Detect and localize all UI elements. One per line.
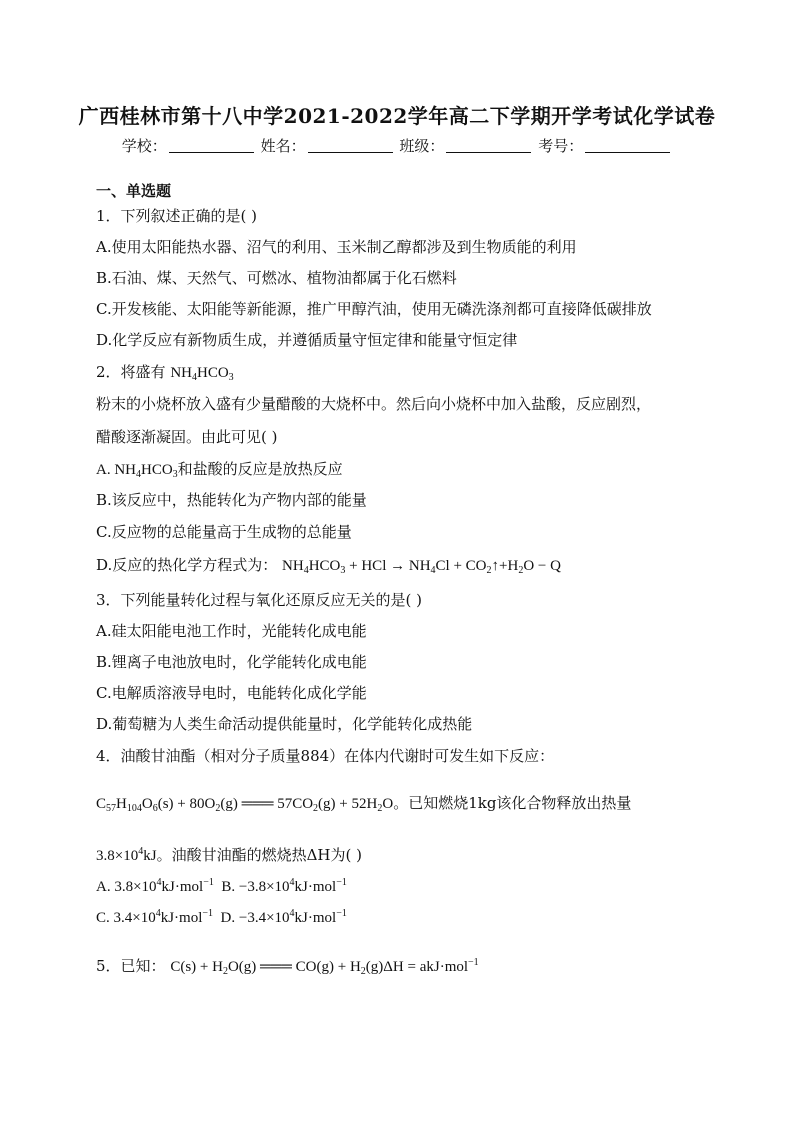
name-blank[interactable] — [308, 138, 393, 153]
water-gas-equation: $C(s) + H_2O(g)$ ═══ $CO(g) + H_2(g)\Delta H = akJ\cdot mol^{-1}$ — [170, 957, 479, 977]
q2-stem-line3: 醋酸逐渐凝固。由此可见( ) — [96, 428, 278, 446]
exam-no-blank[interactable] — [585, 138, 670, 153]
combustion-equation: $C_{57}H_{104}O_6(s) + 80O_2(g)$ ═══ $57CO_2(g) + 52H_2O$ — [96, 796, 394, 814]
q4-heat-line: $3.8\times 10^4kJ$。油酸甘油酯的燃烧热ΔH为( ) — [96, 846, 362, 864]
q3-option-b: B.锂离子电池放电时，化学能转化成电能 — [96, 653, 367, 671]
q1-option-d: D.化学反应有新物质生成，并遵循质量守恒定律和能量守恒定律 — [96, 331, 518, 349]
school-blank[interactable] — [169, 138, 254, 153]
q4-equation-line: $C_{57}H_{104}O_6(s) + 80O_2(g)$ ═══ $57CO_2(g) + 52H_2O$。已知燃烧1kg该化合物释放出热量 — [96, 794, 632, 814]
exam-no-label: 考号： — [538, 137, 584, 155]
q5-stem: 5．已知： $C(s) + H_2O(g)$ ═══ $CO(g) + H_2(g)\Delta H = akJ\cdot mol^{-1}$ — [96, 957, 479, 977]
q4-options-cd: C. $3.4\times 10^4kJ\cdot mol^{-1}$ D. $-3.4\times 10^4kJ\cdot mol^{-1}$ — [96, 908, 347, 926]
q2-option-b: B.该反应中，热能转化为产物内部的能量 — [96, 491, 367, 509]
q3-option-a: A.硅太阳能电池工作时，光能转化成电能 — [96, 622, 367, 640]
formula-nh4hco3: $NH_4HCO_3$ — [170, 365, 234, 383]
class-label: 班级： — [399, 137, 445, 155]
q3-option-c: C.电解质溶液导电时，电能转化成化学能 — [96, 684, 367, 702]
q1-option-a: A.使用太阳能热水器、沼气的利用、玉米制乙醇都涉及到生物质能的利用 — [96, 238, 577, 256]
q3-stem: 3．下列能量转化过程与氧化还原反应无关的是( ) — [96, 591, 423, 609]
q4-options-ab: A. $3.8\times 10^4kJ\cdot mol^{-1}$ B. $-3.8\times 10^4kJ\cdot mol^{-1}$ — [96, 877, 347, 895]
school-label: 学校： — [121, 137, 167, 155]
q2-stem-line2: 粉末的小烧杯放入盛有少量醋酸的大烧杯中。然后向小烧杯中加入盐酸，反应剧烈， — [96, 395, 652, 413]
q2-option-d: D.反应的热化学方程式为： $NH_4HCO_3$ + HCl → $NH_4Cl$ + $CO_2↑+H_2O - Q$ — [96, 556, 561, 576]
q3-option-d: D.葡萄糖为人类生命活动提供能量时，化学能转化成热能 — [96, 715, 473, 733]
student-info-line — [0, 135, 794, 156]
q2-option-a: A. $NH_4HCO_3$和盐酸的反应是放热反应 — [96, 460, 343, 480]
q1-option-c: C.开发核能、太阳能等新能源，推广甲醇汽油，使用无磷洗涤剂都可直接降低碳排放 — [96, 300, 652, 318]
thermochemical-equation: $NH_4HCO_3$ + HCl → $NH_4Cl$ + $CO_2↑+H_2O - Q$ — [282, 558, 561, 576]
q4-stem: 4．油酸甘油酯（相对分子质量884）在体内代谢时可发生如下反应： — [96, 747, 555, 765]
q2-option-c: C.反应物的总能量高于生成物的总能量 — [96, 523, 352, 541]
page-title: 广西桂林市第十八中学2021-2022学年高二下学期开学考试化学试卷 — [78, 104, 716, 128]
section-heading: 一、单选题 — [96, 182, 172, 200]
q1-stem: 1．下列叙述正确的是( ) — [96, 207, 258, 225]
q1-option-b: B.石油、煤、天然气、可燃冰、植物油都属于化石燃料 — [96, 269, 457, 287]
class-blank[interactable] — [446, 138, 531, 153]
name-label: 姓名： — [260, 137, 306, 155]
q2-stem-line1: 2．将盛有 $NH_4HCO_3$ — [96, 363, 234, 383]
